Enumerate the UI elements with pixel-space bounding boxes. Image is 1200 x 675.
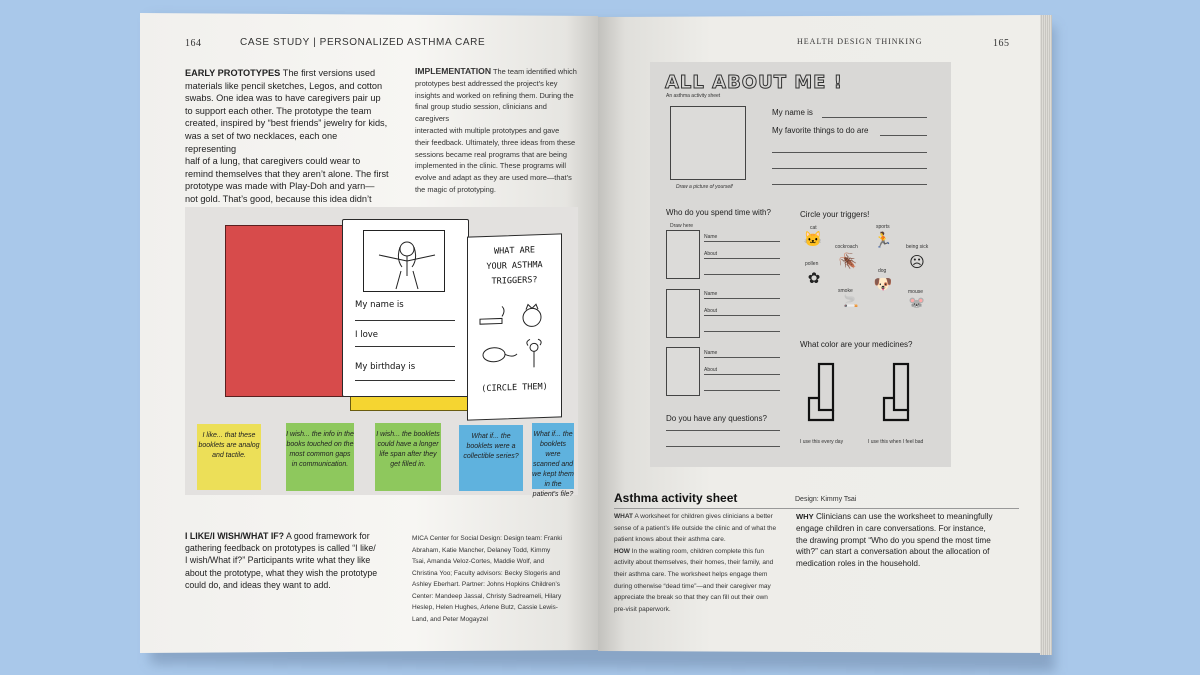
trigger-cockroach-label: cockroach [835,244,858,250]
sticky-note-whatif-2: What if... the booklets were scanned and we kept them in the patient's file? [532,423,574,489]
sticky-note-wish-2: I wish... the booklets could have a longer life span after they get filled in. [375,423,441,491]
right-page-number: 165 [993,38,1010,49]
early-prototypes-text: EARLY PROTOTYPES The first versions used materials like pencil sketches, Legos, and cotton swabs. One idea was to have caregivers pair up to support each other. The prototype the team created, inspired by “best friends” jewelry for kids, was a set of two necklaces, each one representing half of a lung, that caregivers could wear to remind themselves that they aren’t alone. The first prototype was made with Play-Doh and yarn— not gold. That’s good, because this idea didn’t [185,68,389,204]
sheet-title: ALL ABOUT ME ! [665,72,843,93]
prototype-illustration [185,207,578,498]
booklet-my-name: My name is [355,300,404,310]
inhaler-bad-label: I use this when I feel bad [868,439,924,445]
sheet-subtitle: An asthma activity sheet [666,93,721,99]
why-label: WHY [796,512,814,521]
booklet-left-page [342,219,469,397]
name-label-1: Name [704,234,718,240]
person-box-2 [666,289,700,338]
about-label-1: About [704,251,718,257]
left-page-number: 164 [185,38,202,49]
page-edge [1040,15,1052,655]
trigger-cat-label: cat [810,225,817,231]
left-running-head: CASE STUDY | PERSONALIZED ASTHMA CARE [240,37,486,48]
trigger-sick-label: being sick [906,244,929,250]
trigger-smoke-label: smoke [838,288,853,294]
cigarette-icon: 🚬 [843,294,859,308]
like-wish-heading: I LIKE/I WISH/WHAT IF? [185,531,285,541]
trigger-mouse-label: mouse [908,289,924,295]
red-booklet-cover [225,225,345,397]
draw-caption: Draw a picture of yourself [676,184,733,190]
mouse-icon: 🐭 [908,295,926,310]
pollen-flower-icon: ✿ [807,270,821,287]
dog-icon: 🐶 [873,276,893,293]
booklet-i-love: I love [355,330,379,340]
cockroach-icon: 🪳 [838,253,858,270]
about-label-2: About [704,308,718,314]
booklet-triggers-heading: WHAT ARE YOUR ASTHMA TRIGGERS? [486,245,543,287]
who-label: Who do you spend time with? [666,208,771,217]
sticky-note-like: I like... that these booklets are analog and tactile. [197,424,261,490]
like-wish-text: I LIKE/I WISH/WHAT IF? A good framework for gathering feedback on prototypes is called “I like/ I wish/What if?” Participants write what they like about the prototype, what they wish the prototype could do, and ideas they want to add. [185,531,378,590]
cat-icon: 🐱 [803,231,823,248]
trigger-sports-label: sports [876,224,890,230]
sticky-note-wish-1: I wish... the info in the books touched on the most common gaps in communication. [286,423,354,491]
rescue-inhaler-icon [880,360,920,432]
my-name-label: My name is [772,108,813,117]
sick-face-icon: ☹ [909,254,925,271]
sports-icon: 🏃 [873,232,893,249]
implementation-text: IMPLEMENTATION The team identified which prototypes best addressed the project’s key insights and worked on refining them. During the final group studio session, clinicians and caregivers interacted with multiple prototypes and gave their feedback. Ultimately, three ideas from these sessions became real programs that are being implemented in the clinic. These programs will evolve and adapt as they are used more—that’s the magic of prototyping. [415,66,577,194]
daily-inhaler-icon [805,360,845,432]
activity-sheet [650,62,951,467]
caption-title: Asthma activity sheet [614,491,738,505]
booklet-circle-them: (CIRCLE THEM) [481,381,548,395]
caption-rule [614,508,1019,509]
early-prototypes-heading: EARLY PROTOTYPES [185,68,281,78]
person-box-1 [666,230,700,279]
sticky-note-whatif-1: What if... the booklets were a collectible series? [459,425,523,491]
portrait-frame [363,230,445,292]
questions-label: Do you have any questions? [666,414,767,423]
what-how-text: WHAT A worksheet for children gives clinicians a better sense of a patient’s life outside the clinic and of what the patient knows about their asthma care. HOW In the waiting room, children complete this fun activity about themselves, their homes, their family, and their asthma care. The worksheet helps engage them during otherwise “dead time”—and their caregiver may appreciate the break so that they can fill out their own pre-visit paperwork. [614,513,777,613]
name-label-3: Name [704,350,718,356]
child-drawing-icon [364,231,444,291]
booklet-birthday: My birthday is [355,362,416,372]
medicines-label: What color are your medicines? [800,340,913,349]
inhaler-daily-label: I use this every day [800,439,844,445]
what-label: WHAT [614,513,634,520]
name-label-2: Name [704,291,718,297]
why-text: WHY Clinicians can use the worksheet to meaningfully engage children in care conversations. For instance, the drawing prompt “Who do you spend the most time with?” can start a conversation about the allocation of medication roles in the household. [796,512,993,569]
booklet-right-page [467,233,562,420]
trigger-doodles-icon [476,303,554,376]
implementation-heading: IMPLEMENTATION [415,66,492,76]
right-running-head: HEALTH DESIGN THINKING [797,37,923,46]
person-box-3 [666,347,700,396]
trigger-dog-label: dog [878,268,887,274]
trigger-pollen-label: pollen [805,261,819,267]
design-credit: Design: Kimmy Tsai [795,496,857,503]
how-label: HOW [614,547,630,555]
self-portrait-box [670,106,746,180]
draw-here-label: Draw here [670,223,694,229]
triggers-label: Circle your triggers! [800,210,870,219]
about-label-3: About [704,367,718,373]
favorite-things-label: My favorite things to do are [772,126,869,135]
design-credits: MICA Center for Social Design: Design team: Franki Abraham, Katie Mancher, Delaney Todd, Kimmy Tsai, Amanda Veloz-Cortes, Maddie Wolf, and Christina Yoo; Faculty advisors: Becky Slogeris and Ashley Eberhart. Partner: Johns Hopkins Children’s Center: Mandeep Jassal, Christy Sadreameli, Hilary Heslep, Helen Hughes, Arlene Butz, Cassie Lewis- Land, and Peter Mogayzel [412,535,562,623]
